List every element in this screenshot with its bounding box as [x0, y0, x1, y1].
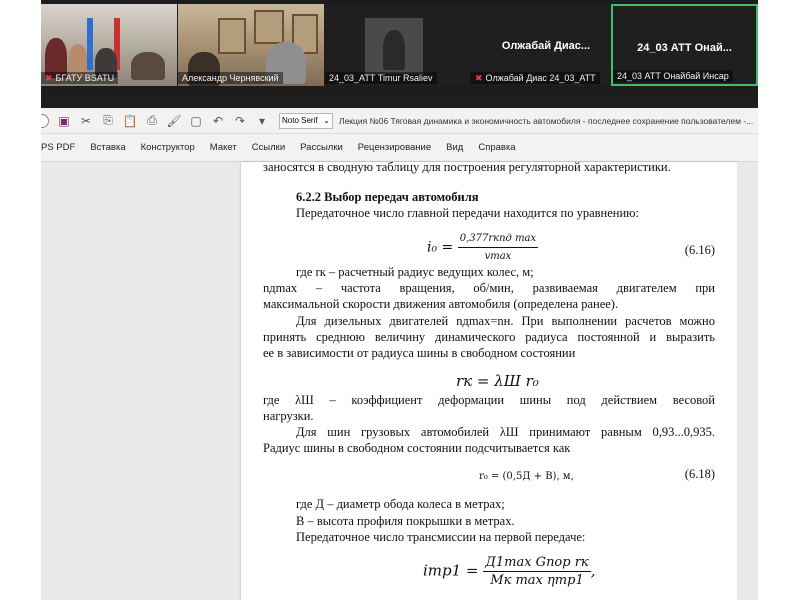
flag-icon: [87, 18, 93, 70]
participant-display-name: Олжабай Диас...: [501, 40, 591, 52]
app-window: [41, 0, 758, 600]
participant-tile-3[interactable]: [325, 4, 470, 86]
participant-tile-4[interactable]: [471, 4, 621, 86]
paragraph: Радиус шины в свободном состоянии подсчитывается как: [263, 441, 571, 455]
document-title: Лекция №06 Тяговая динамика и экономичность автомобиля - последнее сохранение пользователем -...: [339, 115, 754, 126]
equation-number: (6.18): [684, 467, 715, 481]
paragraph: где rк – расчетный радиус ведущих колес, м;: [296, 265, 534, 279]
paragraph: принять среднюю величину динамического радиуса постоянной и выразить: [263, 330, 715, 344]
format-painter-icon[interactable]: 🖌: [166, 113, 182, 128]
tab-layout[interactable]: Макет: [209, 142, 237, 153]
paragraph: где Д – диаметр обода колеса в метрах;: [296, 497, 505, 511]
paragraph: В – высота профиля покрышки в метрах.: [296, 514, 515, 528]
participant-name: ✖ Олжабай Диас 24_03_АТТ: [471, 72, 600, 84]
equation-denominator: Mк max ηтр1: [490, 573, 584, 588]
person-image: [383, 30, 405, 70]
equation-6-16: i₀ = $\frac{\text{0,377rкnд max}}{vmax}$: [427, 230, 538, 265]
mic-off-icon: ✖: [475, 73, 483, 83]
text-line: заносятся в сводную таблицу для построения регуляторной характеристики.: [263, 160, 671, 174]
ribbon-tabs: [41, 134, 758, 162]
video-call-strip: [41, 0, 758, 90]
participant-name: Александр Чернявский: [178, 72, 283, 84]
autosave-toggle[interactable]: [41, 114, 49, 128]
participant-video: [365, 18, 423, 74]
vertical-scrollbar[interactable]: [737, 162, 758, 600]
tab-design[interactable]: Конструктор: [140, 142, 195, 153]
tab-references[interactable]: Ссылки: [251, 142, 286, 153]
paragraph: ее в зависимости от радиуса шины в свободном состоянии: [263, 346, 576, 360]
paragraph: nдmax – частота вращения, об/мин, развиваемая двигателем при: [263, 281, 715, 295]
paragraph: максимальной скорости движения автомобиля (определена ранее).: [263, 297, 619, 311]
section-heading: 6.2.2 Выбор передач автомобиля: [296, 190, 479, 204]
participant-display-name: 24_03 АТТ Онай...: [637, 42, 732, 54]
participant-tile-1[interactable]: [41, 4, 177, 86]
equation-radius: rк = λШ r₀: [456, 372, 539, 390]
tab-insert[interactable]: Вставка: [90, 142, 126, 153]
equation-denominator: vmax: [484, 251, 512, 262]
tab-review[interactable]: Рецензирование: [357, 142, 432, 153]
participant-tile-5[interactable]: [611, 4, 758, 86]
participant-name: 24_03_АТТ Timur Rsaliev: [325, 72, 437, 84]
quick-access-toolbar: [41, 108, 758, 134]
participant-name: ✖ БГАТУ BSATU: [41, 72, 118, 84]
equation-numerator: Д1max Gпор rк: [485, 555, 589, 570]
undo-icon[interactable]: ↶: [212, 113, 224, 128]
tab-pdf[interactable]: PS PDF: [41, 142, 76, 153]
paragraph: Для шин грузовых автомобилей λШ принимают равным 0,93...0,935.: [296, 425, 715, 439]
person-image: [131, 52, 165, 80]
wall-picture: [218, 18, 246, 54]
paragraph: где λШ – коэффициент деформации шины под действием весовой: [263, 393, 715, 407]
paragraph: Передаточное число трансмиссии на первой передаче:: [296, 530, 586, 544]
paste-icon[interactable]: 📋: [122, 113, 138, 128]
equation-transmission-ratio: iтр1 = $\frac{\text{Д1max Gпор rк}}{\text{Mк max ηтр1}}$ ,: [423, 555, 596, 588]
participant-name: 24_03 АТТ Онайбай Инсар: [613, 70, 733, 82]
tab-view[interactable]: Вид: [446, 142, 464, 153]
redo-icon[interactable]: ↷: [234, 113, 246, 128]
print-icon[interactable]: ⎙: [147, 113, 157, 127]
wall-picture: [254, 10, 284, 44]
chevron-down-icon: ⌄: [323, 116, 330, 125]
equation-number: (6.16): [684, 243, 715, 257]
insert-image-icon[interactable]: ▢: [190, 113, 202, 128]
paragraph: Передаточное число главной передачи находится по уравнению:: [296, 206, 639, 220]
participant-tile-2[interactable]: [178, 4, 324, 86]
equation-6-18: r₀ = (0,5Д + В), м,: [479, 471, 574, 482]
paragraph: нагрузки.: [263, 409, 314, 423]
paragraph: Для дизельных двигателей nдmax=nн. При выполнении расчетов можно: [296, 314, 715, 328]
save-icon[interactable]: ▣: [58, 113, 70, 128]
mic-off-icon: ✖: [45, 73, 53, 83]
tab-mailings[interactable]: Рассылки: [300, 142, 343, 153]
copy-icon[interactable]: ⎘: [103, 113, 113, 127]
cut-icon[interactable]: ✂: [80, 113, 92, 128]
font-selector[interactable]: Noto Serif ⌄: [279, 113, 333, 129]
tab-help[interactable]: Справка: [478, 142, 516, 153]
equation-numerator: 0,377rкnд max: [458, 230, 538, 248]
customize-toolbar-icon[interactable]: ▾: [258, 113, 266, 128]
